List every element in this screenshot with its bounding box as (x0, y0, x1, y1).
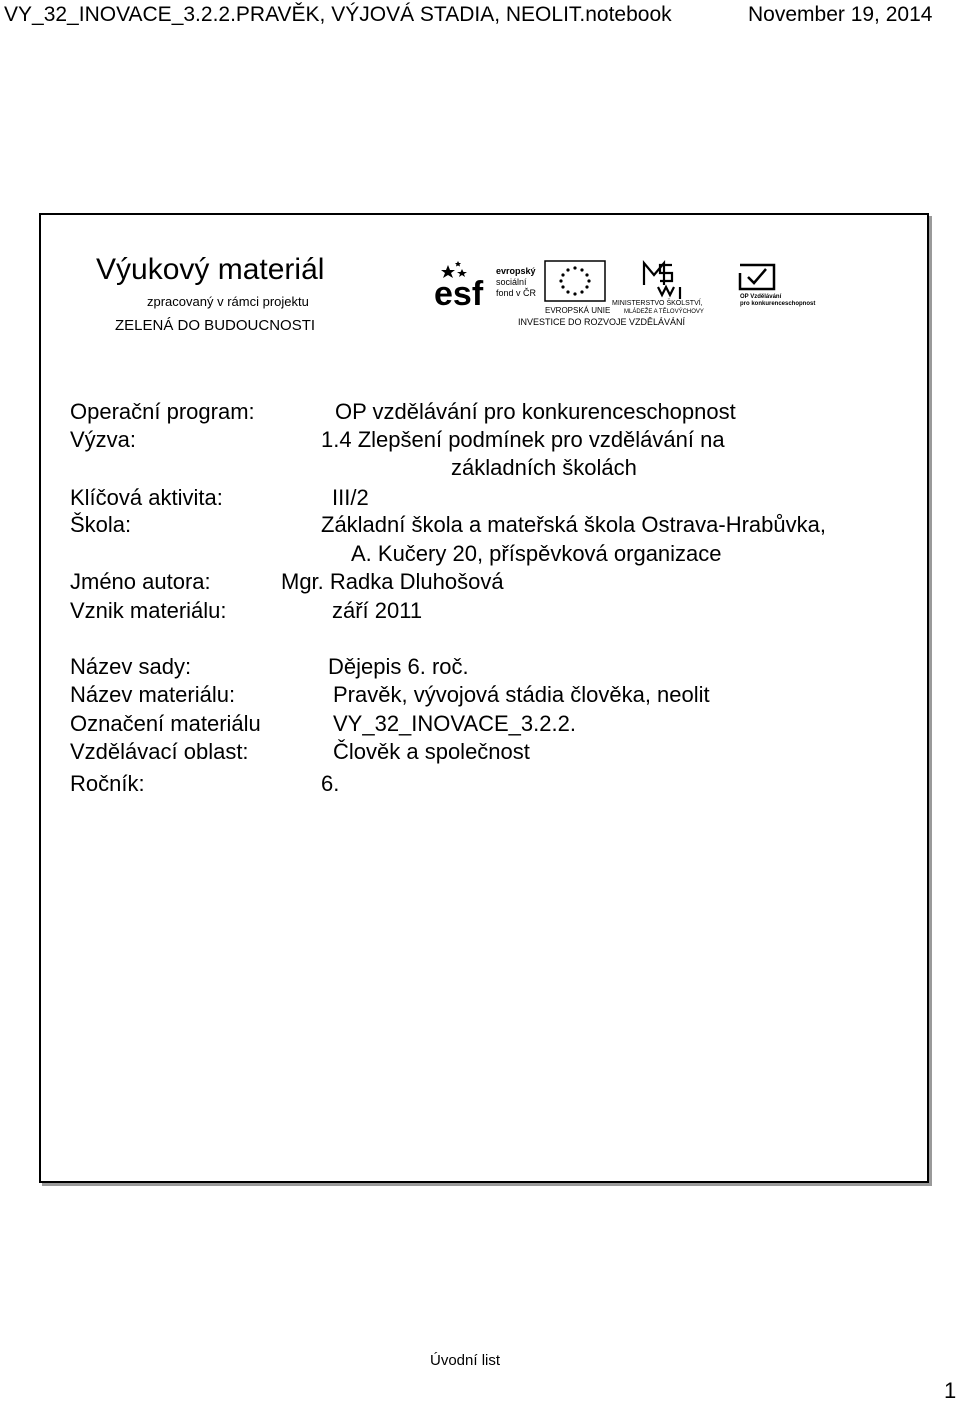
label-grade: Ročník: (70, 771, 145, 796)
label-challenge: Výzva: (70, 427, 137, 452)
eu-label: EVROPSKÁ UNIE (545, 306, 611, 315)
notebook-date: November 19, 2014 (748, 3, 933, 26)
op-logo-icon (740, 265, 774, 289)
value-material-name: Pravěk, vývojová stádia člověka, neolit (333, 682, 710, 707)
label-activity: Klíčová aktivita: (70, 485, 223, 510)
value-set-name: Dějepis 6. roč. (328, 654, 469, 679)
label-material-code: Označení materiálu (70, 711, 261, 736)
value-challenge: 1.4 Zlepšení podmínek pro vzdělávání na (321, 427, 725, 452)
label-material-name: Název materiálu: (70, 682, 236, 707)
notebook-filename: VY_32_INOVACE_3.2.2.PRAVĚK, VÝJOVÁ STADIA, NEOLIT.notebook (4, 3, 672, 26)
value-activity: III/2 (332, 485, 369, 510)
label-set-name: Název sady: (70, 654, 192, 679)
page-number: 1 (944, 1378, 957, 1403)
msmt-text-2: MLÁDEŽE A TĚLOVÝCHOVY (624, 309, 704, 315)
label-author: Jméno autora: (70, 569, 211, 594)
slide-subtitle: zpracovaný v rámci projektu (147, 294, 309, 309)
value-challenge-line2: základních školách (451, 455, 637, 480)
esf-text-3: fond v ČR (496, 288, 537, 298)
esf-logo-icon (434, 259, 490, 313)
eu-flag-icon (545, 261, 605, 301)
value-created: září 2011 (332, 598, 423, 623)
project-name: ZELENÁ DO BUDOUCNOSTI (115, 317, 316, 334)
label-program: Operační program: (70, 399, 255, 424)
svg-text:esf: esf (434, 275, 484, 313)
value-material-code: VY_32_INOVACE_3.2.2. (333, 711, 576, 736)
esf-text-2: sociální (496, 277, 527, 287)
value-school: Základní škola a mateřská škola Ostrava-Hrabůvka, (321, 512, 826, 537)
value-area: Člověk a společnost (333, 739, 530, 764)
slide-frame (39, 213, 929, 1183)
project-logos (434, 259, 816, 327)
esf-text-1: evropský (496, 266, 536, 276)
msmt-logo-icon (644, 263, 680, 299)
label-school: Škola: (70, 512, 132, 537)
msmt-text-1: MINISTERSTVO ŠKOLSTVÍ, (612, 300, 703, 307)
slide-title: Výukový materiál (96, 253, 325, 286)
value-school-line2: A. Kučery 20, příspěvková organizace (351, 541, 722, 566)
value-grade: 6. (321, 771, 340, 796)
value-author: Mgr. Radka Dluhošová (281, 569, 504, 594)
invest-slogan: INVESTICE DO ROZVOJE VZDĚLÁVÁNÍ (518, 317, 686, 327)
label-created: Vznik materiálu: (70, 598, 227, 623)
label-area: Vzdělávací oblast: (70, 739, 249, 764)
slide-caption: Úvodní list (430, 1352, 501, 1369)
op-text-1: OP Vzdělávání (740, 294, 782, 300)
op-text-2: pro konkurenceschopnost (740, 301, 816, 307)
value-program: OP vzdělávání pro konkurenceschopnost (335, 399, 736, 424)
